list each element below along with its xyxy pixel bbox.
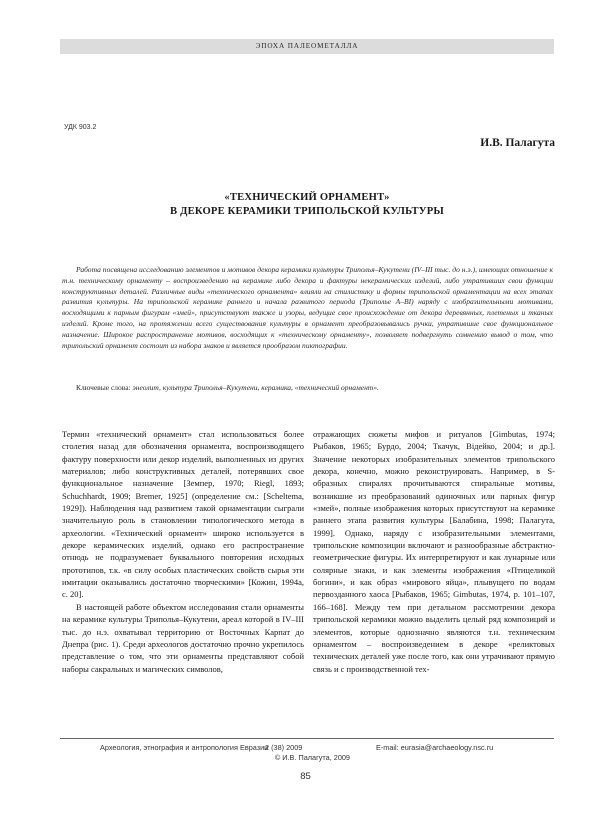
- body-paragraph: отражающих сюжеты мифов и ритуалов [Gimbutas, 1974; Рыбаков, 1965; Бурдо, 2004; Ткачук, Відейко, 2004; и др.]. Значение некоторых изобразительных элементов трипольского декора, конечно, можно реконструировать. Например, в S-образных спиралях прочитываются спиральные мотивы, возникшие из преобразований одиночных или парных фигур «змей», полные изображения которых присутствуют на керамике раннего этапа развития культуры [Балабина, 1998; Палагута, 1999]. Однако, наряду с изобразительными элементами, трипольские композиции включают и разнообразные абстрактно-геометрические фигуры. Их интерпретируют и как лунарные или солярные знаки, и как элементы изображения «Птицеликой богини», и как образ «мирового яйца», плывущего по водам первозданного хаоса [Рыбаков, 1965; Gimbutas, 1974, p. 101–107, 166–168]. Между тем при детальном рассмотрении декора трипольской керамики можно выделить целый ряд композиций и элементов, которые однозначно являются т.н. техническим орнаментом – воспроизведением в декоре «реликтовых технических деталей уже после того, как они утрачивают прямую связь и с производственной тех-: [313, 429, 555, 674]
- keywords-label: Ключевые слова:: [76, 383, 131, 392]
- keywords-values: энеолит, культура Триполья–Кукутени, керамика, «технический орнамент».: [132, 383, 379, 392]
- footer-divider: [60, 738, 554, 739]
- abstract-text: Работа посвящена исследованию элементов и мотивов декора керамики культуры Триполья–Кукутени (IV–III тыс. до н.э.), имеющих отношение к т.н. техническому орнаменту – воспроизведению на керамике либо декора и фактуры некерамических изделий, либо утративших свои функции конструктивных деталей. Различные виды «технического орнамента» влияли на стилистику и формы трипольской орнаментации на всех этапах развития культуры. На трипольской керамике раннего и начала развитого периода (Триполье А–BI) наряду с изобразительными мотивами, восходящими к парным фигурам «змей», присутствуют также и узоры, ведущие свое происхождение от декора деревянных, плетеных и тканых изделий. Кроме того, на протяжении всего существования культуры в орнамент преобразовывались ручки, утратившие свое функциональное назначение. Широкое распространение мотивов, восходящих к «техническому орнаменту», позволяет подвергнуть сомнению вывод о том, что трипольский орнамент состоит из набора знаков и является прообразом пиктографии.: [62, 265, 553, 350]
- body-column-left: [62, 428, 304, 675]
- author-name: И.В. Палагута: [480, 137, 555, 149]
- footer-journal-name: Археология, этнография и антропология Евразии: [100, 743, 269, 752]
- footer-email: E-mail: eurasia@archaeology.nsc.ru: [376, 743, 494, 752]
- section-title: ЭПОХА ПАЛЕОМЕТАЛЛА: [255, 42, 359, 50]
- body-paragraph: Термин «технический орнамент» стал использоваться более столетия назад для обозначения орнамента, воспроизводящего фактуру поверхности или декор изделий, выполненных из других материалов; либо конструктивных деталей, потерявших свое функциональное назначение [Земпер, 1970; Riegl, 1893; Schuchhardt, 1909; Bremer, 1925] (определение см.: [Scheltema, 1929]). Наблюдения над развитием такой орнаментации сыграли значительную роль в становлении типологического метода в археологии. «Технический орнамент» широко используется в декоре керамических изделий, однако его распространение отнюдь не подразумевает буквального повторения исходных прототипов, т.к. «в силу особых пластических свойств сырья эти имитации оказывались достаточно творческими» [Кожин, 1994а, с. 20].: [62, 429, 304, 600]
- keywords: [62, 383, 553, 392]
- footer-issue: 2 (38) 2009: [265, 743, 303, 752]
- abstract: [62, 265, 553, 351]
- page-number: 85: [300, 771, 311, 782]
- footer-copyright: © И.В. Палагута, 2009: [274, 753, 350, 762]
- section-header-bar: [60, 39, 554, 54]
- article-title-line-1: «ТЕХНИЧЕСКИЙ ОРНАМЕНТ»: [224, 192, 390, 203]
- body-column-right: [313, 428, 555, 675]
- body-paragraph: В настоящей работе объектом исследования стали орнаменты на керамике культуры Триполья–Кукутени, ареал которой в IV–III тыс. до н.э. охватывал территорию от Восточных Карпат до Днепра (рис. 1). Среди археологов достаточно прочно укрепилось представление о том, что эти орнаменты представляют собой наборы сакральных и магических символов,: [62, 601, 304, 674]
- udk-code: УДК 903.2: [64, 124, 97, 131]
- article-title-line-2: В ДЕКОРЕ КЕРАМИКИ ТРИПОЛЬСКОЙ КУЛЬТУРЫ: [169, 205, 445, 217]
- article-title: [60, 191, 554, 218]
